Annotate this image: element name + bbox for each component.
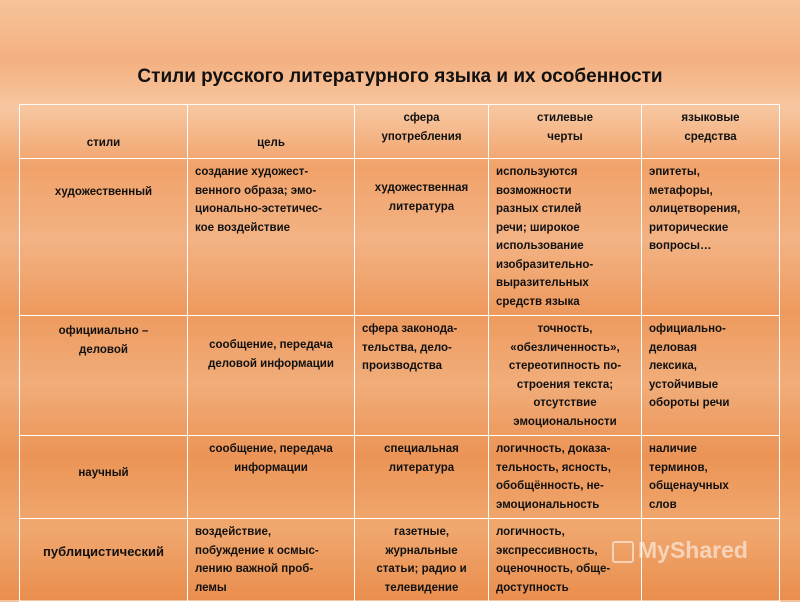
features-cell: логичность, экспрессивность, оценочность, обще- доступность [489, 519, 642, 602]
page-title: Стили русского литературного языка и их особенности [137, 66, 663, 87]
table-row [20, 436, 780, 519]
table-row [20, 316, 780, 436]
header-features: стилевые черты [489, 105, 642, 159]
header-row [20, 105, 780, 159]
watermark-text: MyShared [638, 537, 748, 563]
style-cell: художественный [20, 159, 188, 316]
features-cell: используются возможности разных стилей речи; широкое использование изобразительно- выразительных средств языка [489, 159, 642, 316]
header-goal: цель [188, 105, 355, 159]
style-cell: официиально – деловой [20, 316, 188, 436]
sphere-cell: газетные, журнальные статьи; радио и телевидение [355, 519, 489, 602]
style-cell: научный [20, 436, 188, 519]
header-means: языковые средства [642, 105, 780, 159]
sphere-cell: специальная литература [355, 436, 489, 519]
means-cell: эпитеты, метафоры, олицетворения, риторические вопросы… [642, 159, 780, 316]
presentation-icon [612, 541, 634, 563]
header-style: стили [20, 105, 188, 159]
features-cell: логичность, доказа- тельность, ясность, обобщённость, не- эмоциональность [489, 436, 642, 519]
features-cell: точность, «обезличенность», стереотипность по- строения текста; отсутствие эмоциональности [489, 316, 642, 436]
means-cell: наличие терминов, общенаучных слов [642, 436, 780, 519]
sphere-cell: художественная литература [355, 159, 489, 316]
sphere-cell: сфера законода- тельства, дело- производства [355, 316, 489, 436]
goal-cell: создание художест- венного образа; эмо- ционально-эстетичес- кое воздействие [188, 159, 355, 316]
means-cell: официально- деловая лексика, устойчивые обороты речи [642, 316, 780, 436]
watermark [612, 537, 748, 564]
goal-cell: воздействие, побуждение к осмыс- лению важной проб- лемы [188, 519, 355, 602]
goal-cell: сообщение, передача информации [188, 436, 355, 519]
header-sphere: сфера употребления [355, 105, 489, 159]
table-row [20, 159, 780, 316]
styles-table [19, 104, 780, 602]
goal-cell: сообщение, передача деловой информации [188, 316, 355, 436]
style-cell: публицистический [20, 519, 188, 602]
